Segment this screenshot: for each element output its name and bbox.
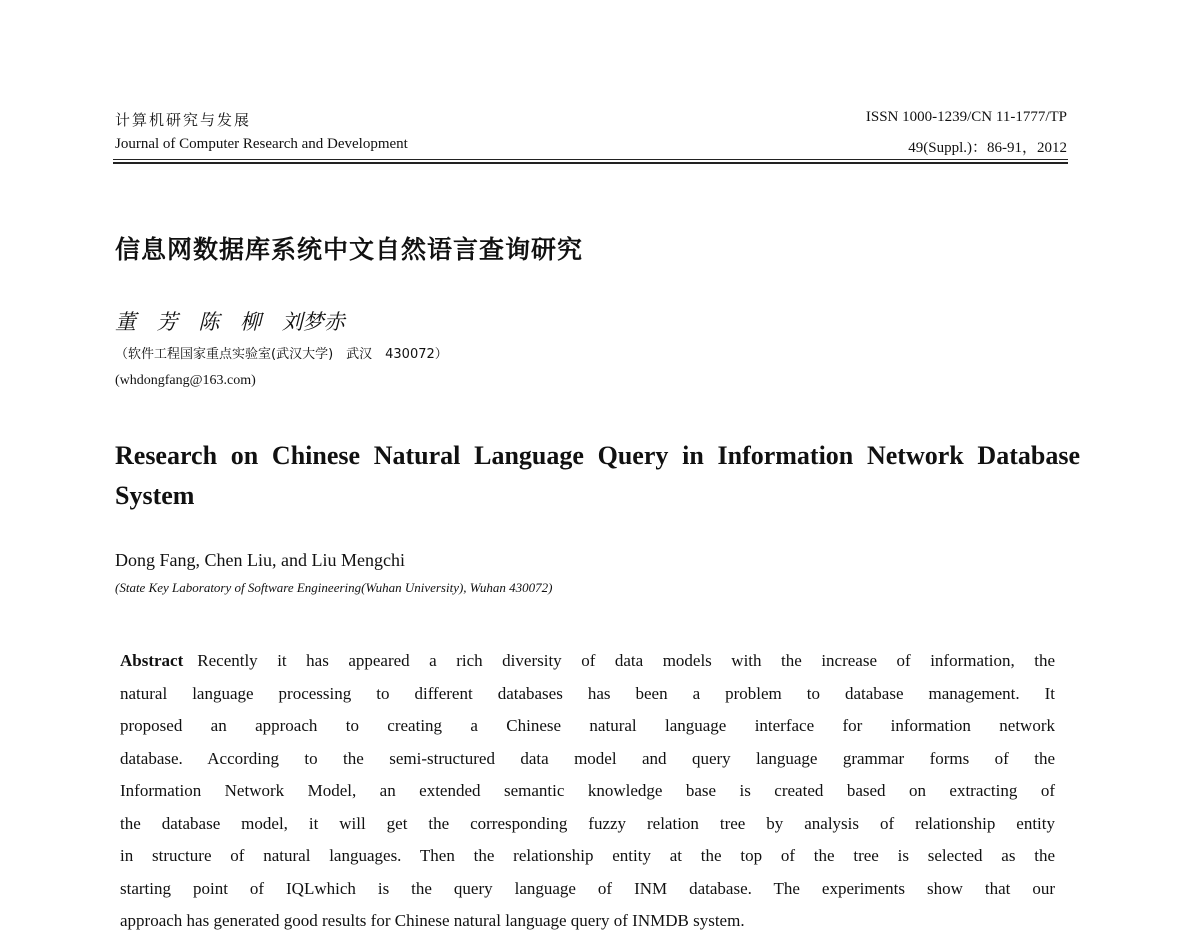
title-cn: 信息网数据库系统中文自然语言查询研究 — [115, 235, 584, 264]
volume-pages: 49(Suppl.)：86-91，2012 — [908, 140, 1067, 156]
abstract-line: natural language processing to different databases has been a problem to database management. It — [120, 683, 1055, 703]
affiliation-cn: （软件工程国家重点实验室(武汉大学) 武汉 430072） — [115, 347, 448, 362]
abstract-line — [120, 645, 1055, 678]
abstract-line: Information Network Model, an extended semantic knowledge base is created based on extracting of — [120, 781, 1055, 800]
header-rule-thick — [113, 162, 1068, 164]
abstract-line: approach has generated good results for Chinese natural language query of INMDB system. — [120, 911, 745, 930]
title-en: Research on Chinese Natural Language Query in Information Network Database System — [115, 441, 1080, 510]
journal-name-en: Journal of Computer Research and Development — [115, 136, 408, 152]
affiliation-en: (State Key Laboratory of Software Engineering(Wuhan University), Wuhan 430072) — [115, 580, 553, 595]
authors-cn: 董 芳 陈 柳 刘梦赤 — [115, 310, 345, 334]
abstract-line: the database model, it will get the corresponding fuzzy relation tree by analysis of relationship entity — [120, 813, 1055, 833]
authors-en: Dong Fang, Chen Liu, and Liu Mengchi — [115, 550, 405, 570]
issn: ISSN 1000-1239/CN 11-1777/TP — [865, 109, 1067, 125]
abstract-text: Recently it has appeared a rich diversity of data models with the increase of information, the — [197, 651, 1055, 670]
author-email: (whdongfang@163.com) — [115, 373, 256, 388]
abstract-line: starting point of IQLwhich is the query language of INM database. The experiments show that our — [120, 878, 1055, 898]
abstract-line: database. According to the semi-structured data model and query language grammar forms of the — [120, 748, 1055, 768]
journal-name-cn: 计算机研究与发展 — [115, 111, 252, 129]
abstract-line: in structure of natural languages. Then the relationship entity at the top of the tree is selected as the — [120, 846, 1055, 865]
header-rule — [113, 159, 1068, 160]
abstract-label: Abstract — [120, 651, 184, 670]
abstract-line: proposed an approach to creating a Chinese natural language interface for information network — [120, 716, 1055, 735]
abstract — [120, 645, 1055, 938]
